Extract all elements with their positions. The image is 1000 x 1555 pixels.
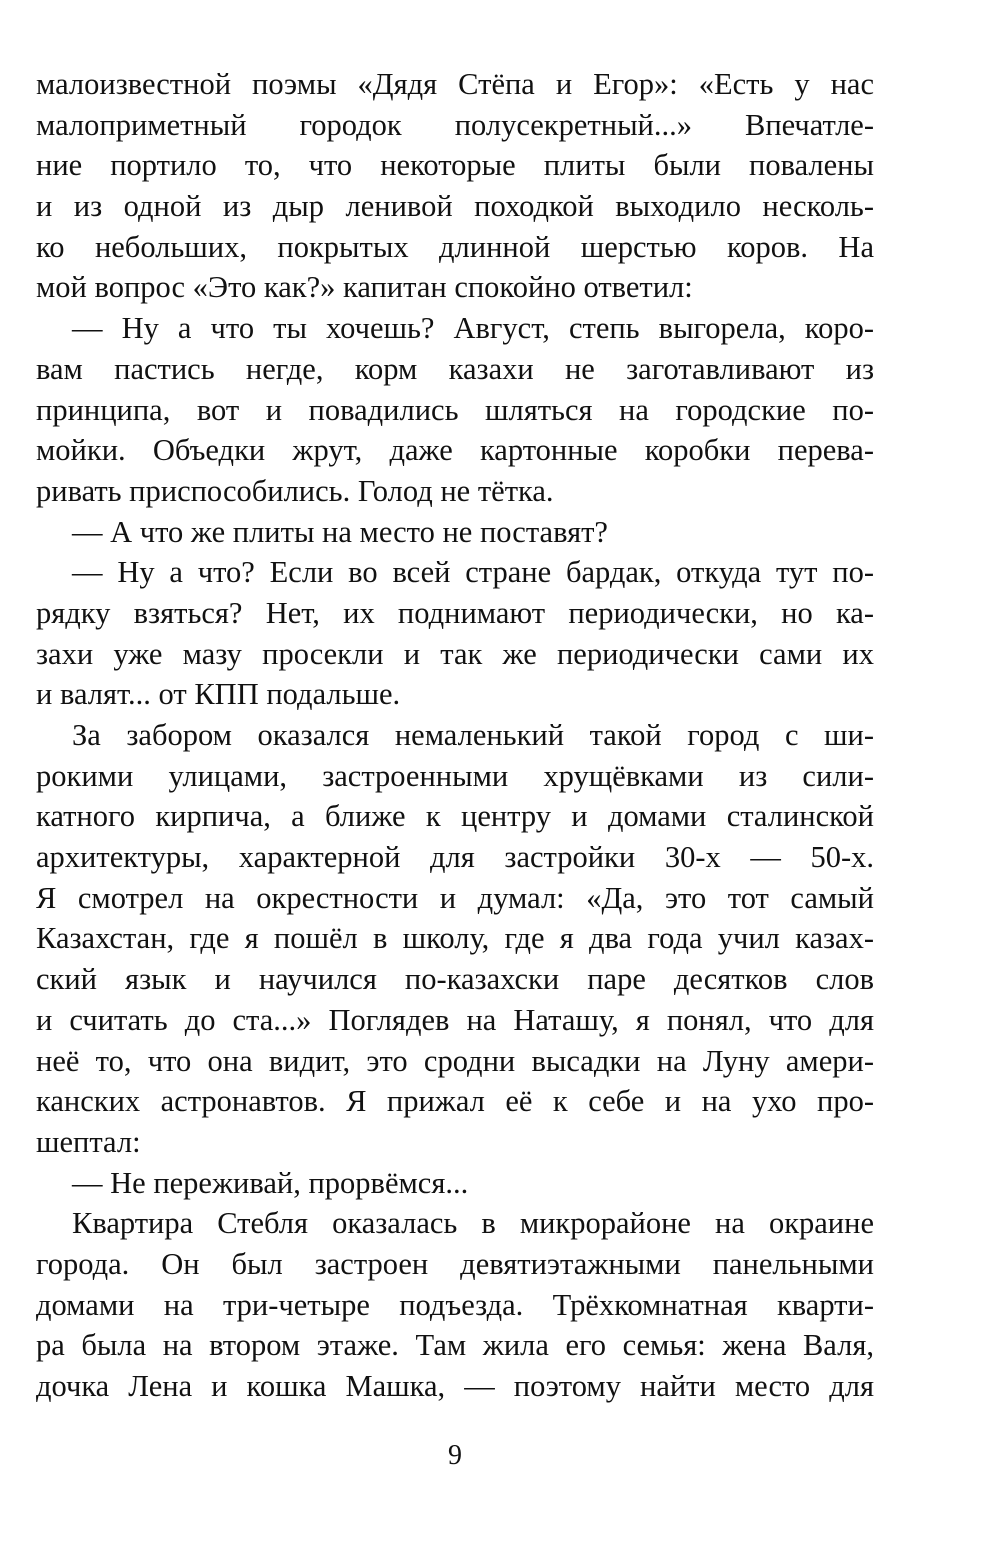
text-line: ра была на втором этаже. Там жила его семья: жена Валя, [36,1328,874,1363]
text-line: города. Он был застроен девятиэтажными панельными [36,1246,874,1281]
text-line: шептал: [36,1124,141,1159]
text-line: рокими улицами, застроенными хрущёвками из сили- [36,758,874,793]
text-line: захи уже мазу просекли и так же периодически сами их [36,636,874,671]
text-line: дочка Лена и кошка Машка, — поэтому найти место для [36,1369,874,1403]
text-line: ние портило то, что некоторые плиты были повалены [36,148,874,183]
text-line: мой вопрос «Это как?» капитан спокойно ответил: [36,270,693,305]
text-line: — Ну а что? Если во всей стране бардак, откуда тут по- [72,555,874,590]
text-line: малоизвестной поэмы «Дядя Стёпа и Егор»: «Есть у нас [36,67,874,101]
text-line: домами на три-четыре подъезда. Трёхкомнатная кварти- [36,1287,874,1322]
text-line: неё то, что она видит, это сродни высадки на Луну амери- [36,1043,874,1078]
text-line: и из одной из дыр ленивой походкой выходило несколь- [36,189,874,224]
text-line: ривать приспособились. Голод не тётка. [36,473,554,508]
text-line: Я смотрел на окрестности и думал: «Да, это тот самый [36,880,874,915]
text-line: малоприметный городок полусекретный...» Впечатле- [36,107,874,142]
text-line: и валят... от КПП подальше. [36,677,401,712]
text-line: За забором оказался немаленький такой город с ши- [72,718,874,752]
text-line: Квартира Стебля оказалась в микрорайоне на окраине [72,1206,874,1241]
text-line: — Не переживай, прорвёмся... [72,1165,469,1200]
text-line: мойки. Объедки жрут, даже картонные коробки перева- [36,433,874,468]
text-line: вам пастись негде, корм казахи не заготавливают из [36,351,874,386]
text-line: — А что же плиты на место не поставят? [72,514,608,549]
page-body [36,64,874,1407]
page-number: 9 [448,1440,462,1471]
text-line: ко небольших, покрытых длинной шерстью коров. На [36,229,874,264]
text-line: канских астронавтов. Я прижал её к себе и на ухо про- [36,1084,874,1119]
text-line: — Ну а что ты хочешь? Август, степь выгорела, коро- [72,311,874,346]
text-line: Казахстан, где я пошёл в школу, где я два года учил казах- [36,921,874,956]
text-line: ский язык и научился по-казахски паре десятков слов [36,962,874,997]
text-line: катного кирпича, а ближе к центру и домами сталинской [36,799,874,834]
text-line: рядку взяться? Нет, их поднимают периодически, но ка- [36,595,874,630]
text-line: архитектуры, характерной для застройки 30-х — 50-х. [36,840,874,875]
text-line: принципа, вот и повадились шляться на городские по- [36,392,874,427]
text-line: и считать до ста...» Поглядев на Наташу, я понял, что для [36,1002,874,1037]
